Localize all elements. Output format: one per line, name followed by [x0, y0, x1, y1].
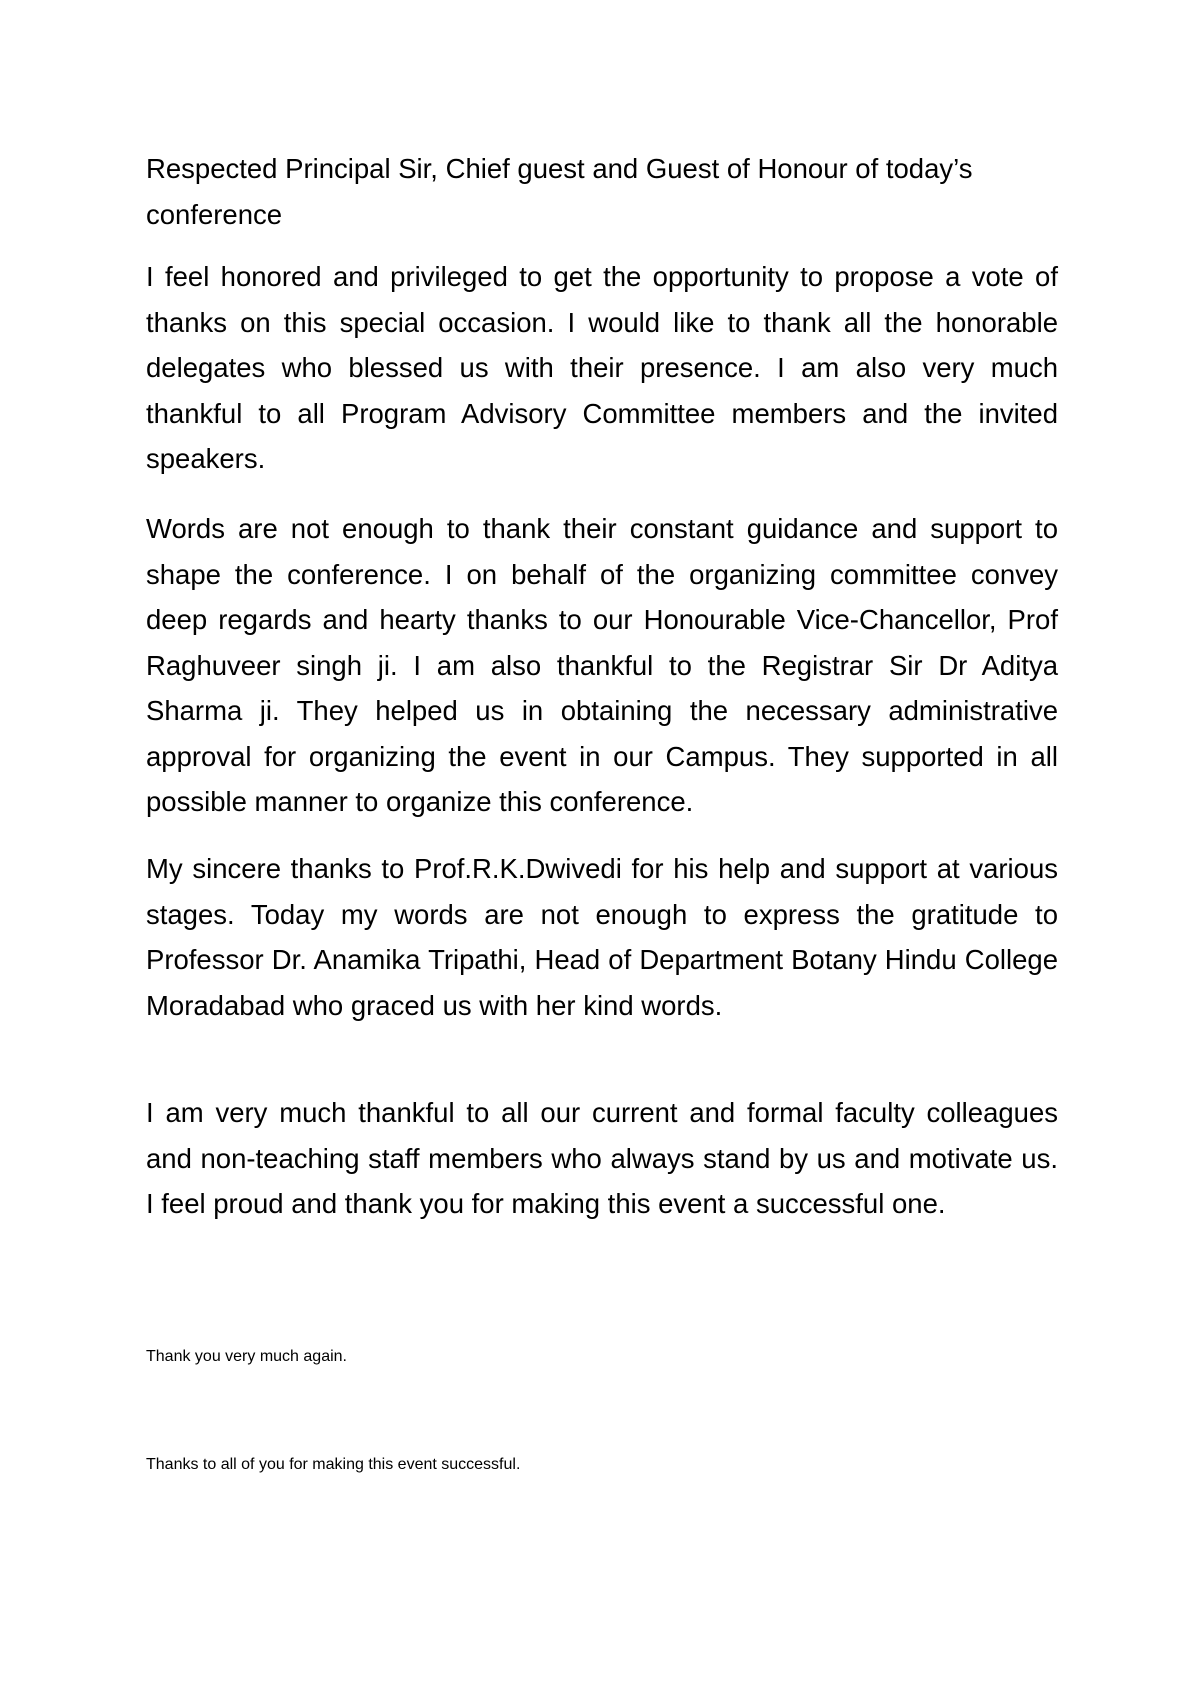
- paragraph-staff-thanks: I am very much thankful to all our current and formal faculty colleagues and non-teaching staff members who always stand by us and motivate us. I feel proud and thank you for making this event a successful one.: [146, 1097, 1058, 1219]
- closing-line-event-success: Thanks to all of you for making this event successful.: [146, 1456, 521, 1473]
- letter-greeting: Respected Principal Sir, Chief guest and Guest of Honour of today’s conference: [146, 153, 973, 230]
- paragraph-administration-thanks: Words are not enough to thank their constant guidance and support to shape the conference. I on behalf of the organizing committee convey deep regards and hearty thanks to our Honourable Vice-Chancellor, Prof Raghuveer singh ji. I am also thankful to the Registrar Sir Dr Aditya Sharma ji. They helped us in obtaining the necessary administrative approval for organizing the event in our Campus. They supported in all possible manner to organize this conference.: [146, 513, 1058, 817]
- closing-line-thank-you: Thank you very much again.: [146, 1348, 347, 1365]
- paragraph-opening: I feel honored and privileged to get the opportunity to propose a vote of thanks on this special occasion. I would like to thank all the honorable delegates who blessed us with their presence. I am also very much thankful to all Program Advisory Committee members and the invited speakers.: [146, 261, 1058, 474]
- paragraph-guest-thanks: My sincere thanks to Prof.R.K.Dwivedi for his help and support at various stages. Today my words are not enough to express the gratitude to Professor Dr. Anamika Tripathi, Head of Department Botany Hindu College Moradabad who graced us with her kind words.: [146, 853, 1058, 1021]
